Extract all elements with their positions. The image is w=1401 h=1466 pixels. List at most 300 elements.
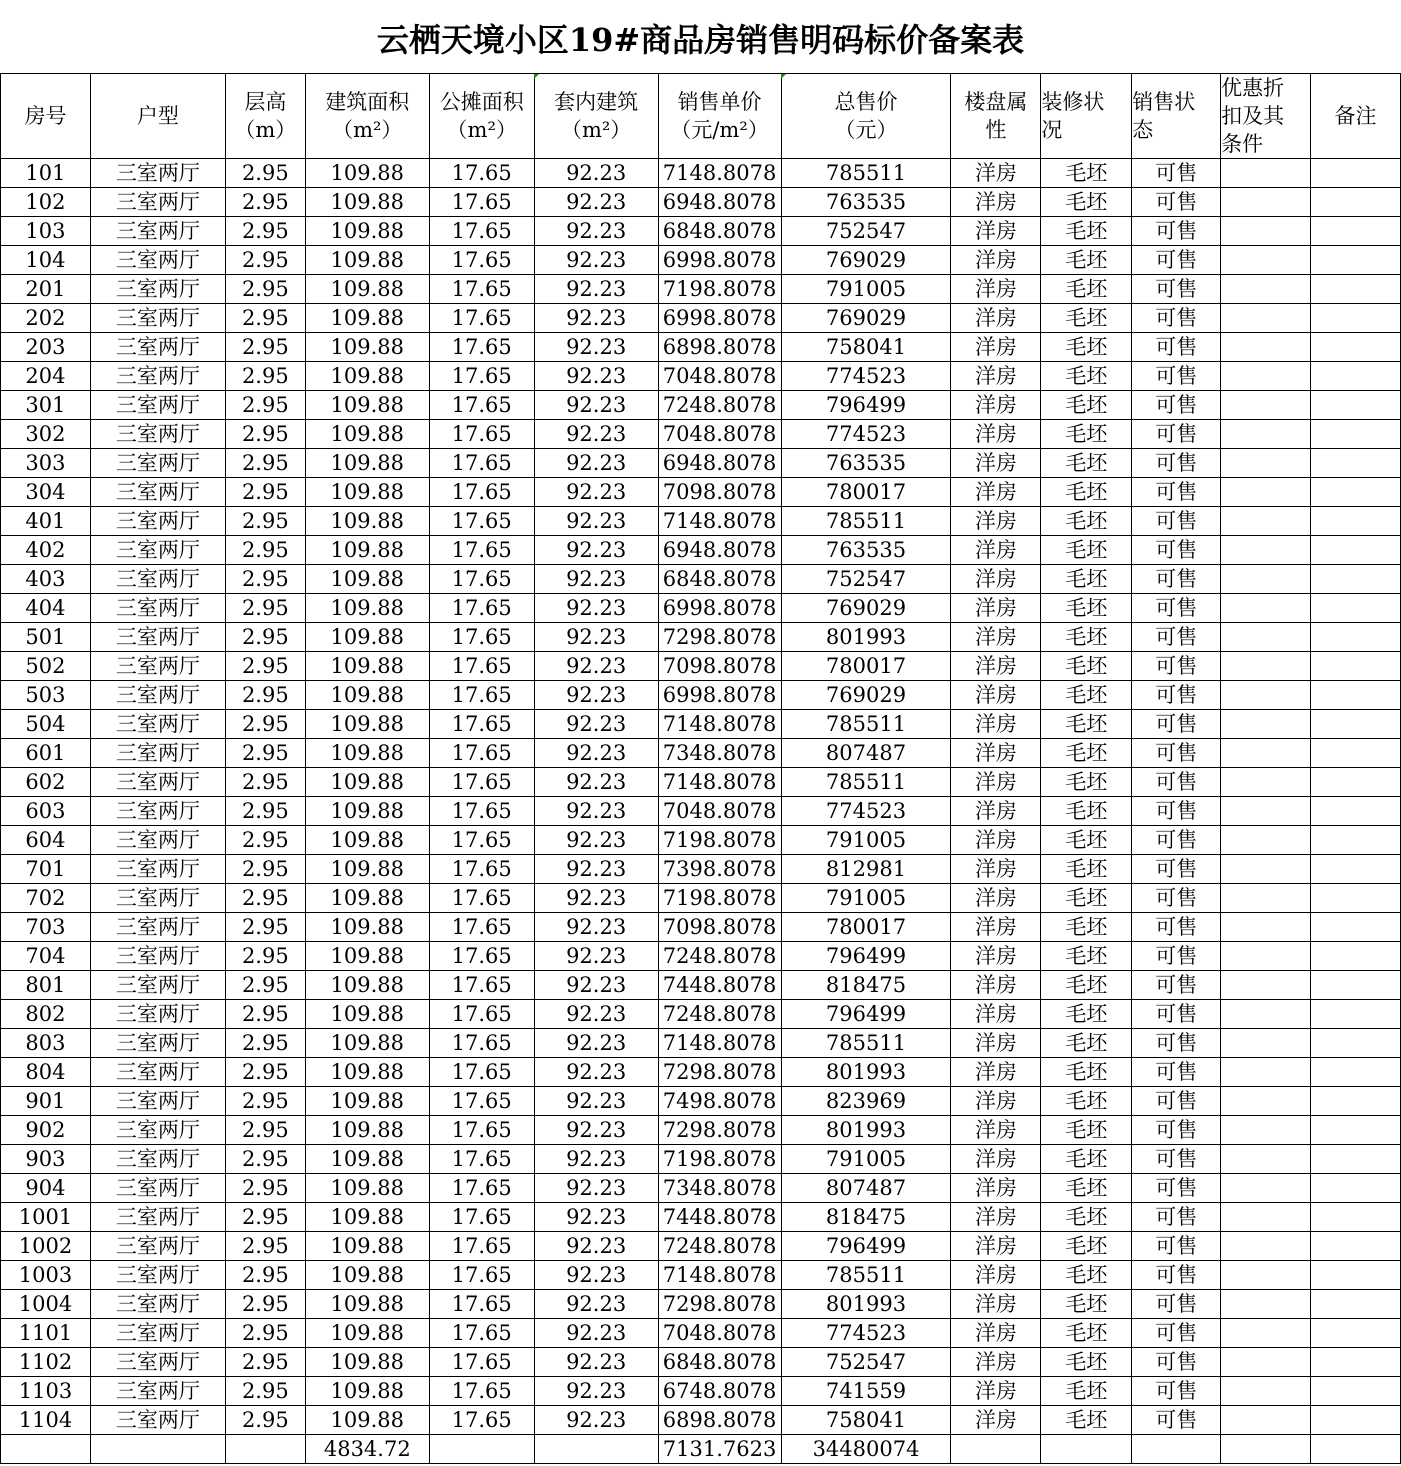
cell-total[interactable]: 796499 [781,1232,951,1261]
cell-remark[interactable] [1311,420,1401,449]
cell-height[interactable]: 2.95 [225,333,305,362]
cell-status[interactable]: 可售 [1132,1290,1221,1319]
cell-decoration[interactable]: 毛坯 [1041,391,1132,420]
cell-shared[interactable]: 17.65 [429,913,534,942]
cell-shared[interactable]: 17.65 [429,652,534,681]
cell-remark[interactable] [1311,275,1401,304]
cell-area[interactable]: 109.88 [305,188,429,217]
cell-room[interactable]: 404 [1,594,91,623]
cell-remark[interactable] [1311,652,1401,681]
cell-type[interactable]: 三室两厅 [90,1145,225,1174]
cell-decoration[interactable]: 毛坯 [1041,1145,1132,1174]
cell-area[interactable]: 109.88 [305,1058,429,1087]
cell-height[interactable]: 2.95 [225,652,305,681]
cell-type[interactable]: 三室两厅 [90,1174,225,1203]
cell-total[interactable]: 774523 [781,797,951,826]
cell-room[interactable]: 601 [1,739,91,768]
cell-total[interactable]: 801993 [781,1116,951,1145]
cell-shared[interactable]: 17.65 [429,275,534,304]
cell-type[interactable]: 三室两厅 [90,855,225,884]
cell-remark[interactable] [1311,159,1401,188]
cell-type[interactable]: 三室两厅 [90,391,225,420]
cell-area[interactable]: 109.88 [305,246,429,275]
cell-type[interactable]: 三室两厅 [90,594,225,623]
cell-total[interactable]: 763535 [781,188,951,217]
cell-inner[interactable]: 92.23 [534,1377,658,1406]
cell-inner[interactable]: 92.23 [534,681,658,710]
cell-total[interactable]: 818475 [781,971,951,1000]
cell-inner[interactable]: 92.23 [534,826,658,855]
cell-inner[interactable]: 92.23 [534,1290,658,1319]
cell-inner[interactable]: 92.23 [534,942,658,971]
cell-shared[interactable]: 17.65 [429,768,534,797]
cell-unit-price[interactable]: 7048.8078 [658,797,781,826]
cell-property[interactable]: 洋房 [951,681,1041,710]
cell-total[interactable]: 780017 [781,913,951,942]
cell-inner[interactable]: 92.23 [534,449,658,478]
cell-discount[interactable] [1221,1029,1311,1058]
cell-status[interactable]: 可售 [1132,1000,1221,1029]
cell-height[interactable]: 2.95 [225,855,305,884]
cell-property[interactable]: 洋房 [951,1174,1041,1203]
cell-inner[interactable]: 92.23 [534,797,658,826]
cell-total[interactable]: 785511 [781,710,951,739]
cell-area[interactable]: 109.88 [305,1319,429,1348]
cell-unit-price[interactable]: 7298.8078 [658,1116,781,1145]
cell-type[interactable]: 三室两厅 [90,246,225,275]
cell-discount[interactable] [1221,391,1311,420]
cell-decoration[interactable]: 毛坯 [1041,768,1132,797]
cell-inner[interactable]: 92.23 [534,1232,658,1261]
cell-status[interactable]: 可售 [1132,565,1221,594]
cell-unit-price[interactable]: 7148.8078 [658,1261,781,1290]
cell-shared[interactable]: 17.65 [429,942,534,971]
cell-remark[interactable] [1311,739,1401,768]
cell-discount[interactable] [1221,536,1311,565]
cell-discount[interactable] [1221,1319,1311,1348]
cell-remark[interactable] [1311,1058,1401,1087]
cell-status[interactable]: 可售 [1132,159,1221,188]
cell-remark[interactable] [1311,1348,1401,1377]
cell-height[interactable]: 2.95 [225,739,305,768]
cell-type[interactable]: 三室两厅 [90,971,225,1000]
cell-height[interactable]: 2.95 [225,594,305,623]
cell-area[interactable]: 109.88 [305,1174,429,1203]
cell-type[interactable]: 三室两厅 [90,159,225,188]
cell-total[interactable]: 758041 [781,333,951,362]
cell-status[interactable]: 可售 [1132,275,1221,304]
cell-type[interactable]: 三室两厅 [90,913,225,942]
cell-shared[interactable]: 17.65 [429,1029,534,1058]
cell-height[interactable]: 2.95 [225,768,305,797]
cell-area[interactable]: 109.88 [305,333,429,362]
cell-shared[interactable]: 17.65 [429,710,534,739]
cell-status[interactable]: 可售 [1132,246,1221,275]
cell-unit-price[interactable]: 7248.8078 [658,942,781,971]
cell-type[interactable]: 三室两厅 [90,420,225,449]
cell-decoration[interactable]: 毛坯 [1041,478,1132,507]
cell-property[interactable]: 洋房 [951,1406,1041,1435]
cell-inner[interactable]: 92.23 [534,1087,658,1116]
cell-property[interactable]: 洋房 [951,159,1041,188]
cell-shared[interactable]: 17.65 [429,1000,534,1029]
cell-type[interactable]: 三室两厅 [90,1406,225,1435]
cell-unit-price[interactable]: 6948.8078 [658,536,781,565]
cell-remark[interactable] [1311,246,1401,275]
total-cell-discount[interactable] [1221,1435,1311,1464]
cell-discount[interactable] [1221,1406,1311,1435]
cell-area[interactable]: 109.88 [305,478,429,507]
cell-discount[interactable] [1221,826,1311,855]
cell-property[interactable]: 洋房 [951,1029,1041,1058]
cell-decoration[interactable]: 毛坯 [1041,1203,1132,1232]
cell-area[interactable]: 109.88 [305,942,429,971]
cell-remark[interactable] [1311,942,1401,971]
cell-area[interactable]: 109.88 [305,797,429,826]
cell-area[interactable]: 109.88 [305,1377,429,1406]
cell-decoration[interactable]: 毛坯 [1041,420,1132,449]
cell-status[interactable]: 可售 [1132,913,1221,942]
cell-discount[interactable] [1221,478,1311,507]
cell-property[interactable]: 洋房 [951,1377,1041,1406]
cell-shared[interactable]: 17.65 [429,1232,534,1261]
cell-type[interactable]: 三室两厅 [90,884,225,913]
cell-type[interactable]: 三室两厅 [90,1261,225,1290]
cell-height[interactable]: 2.95 [225,1000,305,1029]
cell-total[interactable]: 823969 [781,1087,951,1116]
cell-decoration[interactable]: 毛坯 [1041,1290,1132,1319]
cell-height[interactable]: 2.95 [225,507,305,536]
cell-total[interactable]: 752547 [781,1348,951,1377]
cell-discount[interactable] [1221,681,1311,710]
cell-type[interactable]: 三室两厅 [90,768,225,797]
cell-remark[interactable] [1311,1377,1401,1406]
cell-discount[interactable] [1221,623,1311,652]
cell-remark[interactable] [1311,536,1401,565]
cell-remark[interactable] [1311,826,1401,855]
cell-inner[interactable]: 92.23 [534,1319,658,1348]
cell-unit-price[interactable]: 7098.8078 [658,913,781,942]
cell-total[interactable]: 785511 [781,159,951,188]
cell-type[interactable]: 三室两厅 [90,333,225,362]
total-cell-height[interactable] [225,1435,305,1464]
cell-remark[interactable] [1311,1145,1401,1174]
cell-area[interactable]: 109.88 [305,1261,429,1290]
cell-area[interactable]: 109.88 [305,1000,429,1029]
cell-decoration[interactable]: 毛坯 [1041,1116,1132,1145]
cell-room[interactable]: 802 [1,1000,91,1029]
cell-total[interactable]: 796499 [781,942,951,971]
cell-inner[interactable]: 92.23 [534,159,658,188]
cell-remark[interactable] [1311,304,1401,333]
cell-decoration[interactable]: 毛坯 [1041,304,1132,333]
cell-status[interactable]: 可售 [1132,971,1221,1000]
cell-status[interactable]: 可售 [1132,1145,1221,1174]
cell-status[interactable]: 可售 [1132,942,1221,971]
cell-status[interactable]: 可售 [1132,1348,1221,1377]
cell-discount[interactable] [1221,1232,1311,1261]
cell-shared[interactable]: 17.65 [429,391,534,420]
total-cell-decoration[interactable] [1041,1435,1132,1464]
cell-remark[interactable] [1311,768,1401,797]
cell-discount[interactable] [1221,246,1311,275]
cell-inner[interactable]: 92.23 [534,1116,658,1145]
cell-height[interactable]: 2.95 [225,971,305,1000]
cell-room[interactable]: 903 [1,1145,91,1174]
cell-total[interactable]: 785511 [781,1029,951,1058]
cell-total[interactable]: 769029 [781,304,951,333]
cell-type[interactable]: 三室两厅 [90,449,225,478]
cell-discount[interactable] [1221,652,1311,681]
cell-area[interactable]: 109.88 [305,1029,429,1058]
cell-height[interactable]: 2.95 [225,884,305,913]
cell-remark[interactable] [1311,362,1401,391]
cell-unit-price[interactable]: 7198.8078 [658,884,781,913]
cell-property[interactable]: 洋房 [951,594,1041,623]
cell-type[interactable]: 三室两厅 [90,188,225,217]
cell-decoration[interactable]: 毛坯 [1041,217,1132,246]
cell-unit-price[interactable]: 7298.8078 [658,623,781,652]
cell-remark[interactable] [1311,710,1401,739]
cell-height[interactable]: 2.95 [225,913,305,942]
cell-room[interactable]: 704 [1,942,91,971]
cell-area[interactable]: 109.88 [305,768,429,797]
cell-decoration[interactable]: 毛坯 [1041,1377,1132,1406]
cell-property[interactable]: 洋房 [951,1000,1041,1029]
cell-decoration[interactable]: 毛坯 [1041,1406,1132,1435]
cell-property[interactable]: 洋房 [951,536,1041,565]
cell-inner[interactable]: 92.23 [534,623,658,652]
cell-shared[interactable]: 17.65 [429,188,534,217]
cell-total[interactable]: 763535 [781,536,951,565]
total-cell-remark[interactable] [1311,1435,1401,1464]
cell-area[interactable]: 109.88 [305,681,429,710]
cell-shared[interactable]: 17.65 [429,333,534,362]
cell-discount[interactable] [1221,1261,1311,1290]
cell-decoration[interactable]: 毛坯 [1041,507,1132,536]
cell-discount[interactable] [1221,797,1311,826]
cell-room[interactable]: 904 [1,1174,91,1203]
cell-decoration[interactable]: 毛坯 [1041,594,1132,623]
cell-area[interactable]: 109.88 [305,1406,429,1435]
cell-property[interactable]: 洋房 [951,1232,1041,1261]
cell-decoration[interactable]: 毛坯 [1041,855,1132,884]
cell-remark[interactable] [1311,1319,1401,1348]
cell-total[interactable]: 758041 [781,1406,951,1435]
cell-inner[interactable]: 92.23 [534,652,658,681]
cell-total[interactable]: 769029 [781,681,951,710]
cell-area[interactable]: 109.88 [305,884,429,913]
cell-area[interactable]: 109.88 [305,304,429,333]
cell-unit-price[interactable]: 6998.8078 [658,594,781,623]
cell-status[interactable]: 可售 [1132,739,1221,768]
cell-total[interactable]: 763535 [781,449,951,478]
column-header-inner[interactable]: 套内建筑 （m²） [534,74,658,159]
cell-shared[interactable]: 17.65 [429,420,534,449]
cell-type[interactable]: 三室两厅 [90,565,225,594]
cell-status[interactable]: 可售 [1132,1058,1221,1087]
cell-unit-price[interactable]: 6898.8078 [658,1406,781,1435]
cell-status[interactable]: 可售 [1132,1232,1221,1261]
cell-total[interactable]: 774523 [781,420,951,449]
cell-shared[interactable]: 17.65 [429,1058,534,1087]
cell-unit-price[interactable]: 7448.8078 [658,1203,781,1232]
cell-height[interactable]: 2.95 [225,1145,305,1174]
cell-room[interactable]: 403 [1,565,91,594]
cell-remark[interactable] [1311,1261,1401,1290]
cell-room[interactable]: 203 [1,333,91,362]
cell-room[interactable]: 902 [1,1116,91,1145]
cell-decoration[interactable]: 毛坯 [1041,1174,1132,1203]
cell-property[interactable]: 洋房 [951,246,1041,275]
cell-remark[interactable] [1311,1116,1401,1145]
total-cell-property[interactable] [951,1435,1041,1464]
cell-property[interactable]: 洋房 [951,971,1041,1000]
cell-unit-price[interactable]: 7248.8078 [658,1232,781,1261]
cell-unit-price[interactable]: 7048.8078 [658,420,781,449]
cell-status[interactable]: 可售 [1132,826,1221,855]
cell-status[interactable]: 可售 [1132,391,1221,420]
cell-shared[interactable]: 17.65 [429,1319,534,1348]
cell-shared[interactable]: 17.65 [429,1377,534,1406]
cell-room[interactable]: 302 [1,420,91,449]
cell-inner[interactable]: 92.23 [534,971,658,1000]
cell-remark[interactable] [1311,1406,1401,1435]
cell-room[interactable]: 1001 [1,1203,91,1232]
cell-property[interactable]: 洋房 [951,855,1041,884]
cell-property[interactable]: 洋房 [951,884,1041,913]
cell-unit-price[interactable]: 7348.8078 [658,1174,781,1203]
cell-shared[interactable]: 17.65 [429,797,534,826]
cell-status[interactable]: 可售 [1132,507,1221,536]
cell-type[interactable]: 三室两厅 [90,681,225,710]
cell-status[interactable]: 可售 [1132,536,1221,565]
cell-room[interactable]: 204 [1,362,91,391]
cell-decoration[interactable]: 毛坯 [1041,826,1132,855]
cell-shared[interactable]: 17.65 [429,1290,534,1319]
cell-shared[interactable]: 17.65 [429,1261,534,1290]
cell-shared[interactable]: 17.65 [429,1174,534,1203]
cell-inner[interactable]: 92.23 [534,1203,658,1232]
cell-decoration[interactable]: 毛坯 [1041,1319,1132,1348]
cell-remark[interactable] [1311,478,1401,507]
cell-area[interactable]: 109.88 [305,217,429,246]
cell-property[interactable]: 洋房 [951,565,1041,594]
cell-total[interactable]: 791005 [781,826,951,855]
cell-status[interactable]: 可售 [1132,594,1221,623]
cell-shared[interactable]: 17.65 [429,855,534,884]
cell-unit-price[interactable]: 7148.8078 [658,710,781,739]
cell-shared[interactable]: 17.65 [429,1406,534,1435]
cell-unit-price[interactable]: 7448.8078 [658,971,781,1000]
cell-status[interactable]: 可售 [1132,710,1221,739]
cell-height[interactable]: 2.95 [225,1087,305,1116]
cell-room[interactable]: 503 [1,681,91,710]
cell-area[interactable]: 109.88 [305,1145,429,1174]
cell-area[interactable]: 109.88 [305,1203,429,1232]
cell-discount[interactable] [1221,304,1311,333]
cell-property[interactable]: 洋房 [951,1203,1041,1232]
cell-inner[interactable]: 92.23 [534,1029,658,1058]
cell-room[interactable]: 101 [1,159,91,188]
cell-discount[interactable] [1221,507,1311,536]
cell-discount[interactable] [1221,942,1311,971]
cell-total[interactable]: 774523 [781,1319,951,1348]
cell-height[interactable]: 2.95 [225,1058,305,1087]
cell-height[interactable]: 2.95 [225,565,305,594]
cell-status[interactable]: 可售 [1132,1174,1221,1203]
cell-shared[interactable]: 17.65 [429,507,534,536]
cell-room[interactable]: 103 [1,217,91,246]
cell-height[interactable]: 2.95 [225,681,305,710]
cell-remark[interactable] [1311,188,1401,217]
cell-discount[interactable] [1221,275,1311,304]
cell-type[interactable]: 三室两厅 [90,652,225,681]
cell-unit-price[interactable]: 7048.8078 [658,1319,781,1348]
cell-property[interactable]: 洋房 [951,188,1041,217]
cell-total[interactable]: 791005 [781,275,951,304]
cell-total[interactable]: 774523 [781,362,951,391]
cell-inner[interactable]: 92.23 [534,913,658,942]
cell-unit-price[interactable]: 6848.8078 [658,1348,781,1377]
cell-shared[interactable]: 17.65 [429,623,534,652]
cell-remark[interactable] [1311,1232,1401,1261]
cell-type[interactable]: 三室两厅 [90,536,225,565]
cell-decoration[interactable]: 毛坯 [1041,681,1132,710]
cell-area[interactable]: 109.88 [305,507,429,536]
cell-room[interactable]: 1002 [1,1232,91,1261]
cell-property[interactable]: 洋房 [951,304,1041,333]
cell-room[interactable]: 301 [1,391,91,420]
cell-status[interactable]: 可售 [1132,478,1221,507]
cell-area[interactable]: 109.88 [305,449,429,478]
cell-property[interactable]: 洋房 [951,1116,1041,1145]
cell-room[interactable]: 1003 [1,1261,91,1290]
cell-property[interactable]: 洋房 [951,1058,1041,1087]
cell-unit-price[interactable]: 7148.8078 [658,159,781,188]
cell-decoration[interactable]: 毛坯 [1041,739,1132,768]
cell-type[interactable]: 三室两厅 [90,623,225,652]
cell-decoration[interactable]: 毛坯 [1041,449,1132,478]
cell-room[interactable]: 1102 [1,1348,91,1377]
cell-total[interactable]: 780017 [781,478,951,507]
cell-room[interactable]: 402 [1,536,91,565]
total-cell-area[interactable]: 4834.72 [305,1435,429,1464]
cell-height[interactable]: 2.95 [225,1406,305,1435]
cell-shared[interactable]: 17.65 [429,1087,534,1116]
cell-property[interactable]: 洋房 [951,826,1041,855]
cell-room[interactable]: 1004 [1,1290,91,1319]
cell-property[interactable]: 洋房 [951,275,1041,304]
cell-discount[interactable] [1221,1377,1311,1406]
cell-discount[interactable] [1221,1000,1311,1029]
cell-shared[interactable]: 17.65 [429,159,534,188]
cell-type[interactable]: 三室两厅 [90,478,225,507]
cell-height[interactable]: 2.95 [225,1377,305,1406]
cell-unit-price[interactable]: 7098.8078 [658,652,781,681]
cell-total[interactable]: 818475 [781,1203,951,1232]
cell-discount[interactable] [1221,768,1311,797]
cell-discount[interactable] [1221,1203,1311,1232]
cell-status[interactable]: 可售 [1132,1116,1221,1145]
cell-unit-price[interactable]: 7298.8078 [658,1058,781,1087]
cell-room[interactable]: 202 [1,304,91,333]
cell-area[interactable]: 109.88 [305,1116,429,1145]
cell-inner[interactable]: 92.23 [534,217,658,246]
cell-discount[interactable] [1221,565,1311,594]
cell-room[interactable]: 102 [1,188,91,217]
column-header-shared[interactable]: 公摊面积 （m²） [429,74,534,159]
